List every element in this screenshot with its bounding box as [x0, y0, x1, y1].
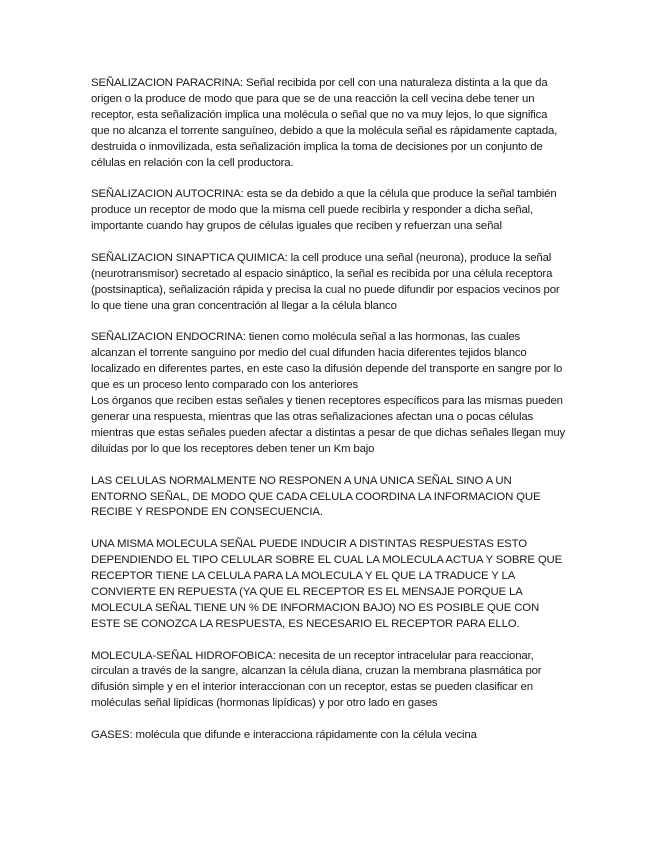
- paragraph-organos: Los órganos que reciben estas señales y tienen receptores específicos para las mismas pueden generar una respuesta, mientras que las otras señalizaciones afectan una o pocas células mientras que estas señales pueden afectar a distintas a pesar de que dichas señales llegan muy diluidas por lo que los receptores deben tener un Km bajo: [91, 395, 566, 455]
- paragraph-paracrina: SEÑALIZACION PARACRINA: Señal recibida por cell con una naturaleza distinta a la que da origen o la produce de modo que para que se de una reacción la cell vecina debe tener un receptor, esta señalización implica una molécula o señal que no va muy lejos, lo que significa que no alcanza el torrente sanguíneo, debido a que la molécula señal es rápidamente captada, destruida o inmovilizada, esta señalización implica la toma de decisiones por un conjunto de células en relación con la cell productora.: [91, 77, 558, 169]
- document-page: [91, 76, 567, 760]
- paragraph-entorno-senal: LAS CELULAS NORMALMENTE NO RESPONEN A UNA UNICA SEÑAL SINO A UN ENTORNO SEÑAL, DE MODO QUE CADA CELULA COORDINA LA INFORMACION QUE RECIBE Y RESPONDE EN CONSECUENCIA.: [91, 474, 541, 519]
- paragraph-sinaptica: SEÑALIZACION SINAPTICA QUIMICA: la cell produce una señal (neurona), produce la señal (neurotransmisor) secretado al espacio sináptico, la señal es recibida por una célula receptora (postsinaptica), señalización rápida y precisa la cual no puede difundir por espacios vecinos por lo que tiene una gran concentración al llegar a la célula blanco: [91, 251, 560, 312]
- paragraph-autocrina: SEÑALIZACION AUTOCRINA: esta se da debido a que la célula que produce la señal también produce un receptor de modo que la misma cell puede recibirla y responder a dicha señal, importante cuando hay grupos de células iguales que reciben y refuerzan una señal: [91, 188, 557, 233]
- paragraph-misma-molecula: UNA MISMA MOLECULA SEÑAL PUEDE INDUCIR A DISTINTAS RESPUESTAS ESTO DEPENDIENDO EL TIPO CELULAR SOBRE EL CUAL LA MOLECULA ACTUA Y SOBRE QUE RECEPTOR TIENE LA CELULA PARA LA MOLECULA Y EL QUE LA TRADUCE Y LA CONVIERTE EN REPUESTA (YA QUE EL RECEPTOR ES EL MENSAJE PORQUE LA MOLECULA SEÑAL TIENE UN % DE INFORMACION BAJO) NO ES POSIBLE QUE CON ESTE SE CONOZCA LA RESPUESTA, ES NECESARIO EL RECEPTOR PARA ELLO.: [91, 538, 563, 630]
- paragraph-endocrina: SEÑALIZACION ENDOCRINA: tienen como molécula señal a las hormonas, las cuales alcanzan el torrente sanguino por medio del cual difunden hacia diferentes tejidos blanco localizado en diferentes partes, en este caso la difusión depende del transporte en sangre por lo que es un proceso lento comparado con los anteriores: [91, 331, 563, 392]
- paragraph-hidrofobica: MOLECULA-SEÑAL HIDROFOBICA: necesita de un receptor intracelular para reaccionar, circulan a través de la sangre, alcanzan la célula diana, cruzan la membrana plasmática por difusión simple y en el interior interaccionan con un receptor, estas se pueden clasificar en moléculas señal lipídicas (hormonas lipídicas) y por otro lado en gases: [91, 649, 542, 710]
- paragraph-gases: GASES: molécula que difunde e interacciona rápidamente con la célula vecina: [91, 729, 477, 742]
